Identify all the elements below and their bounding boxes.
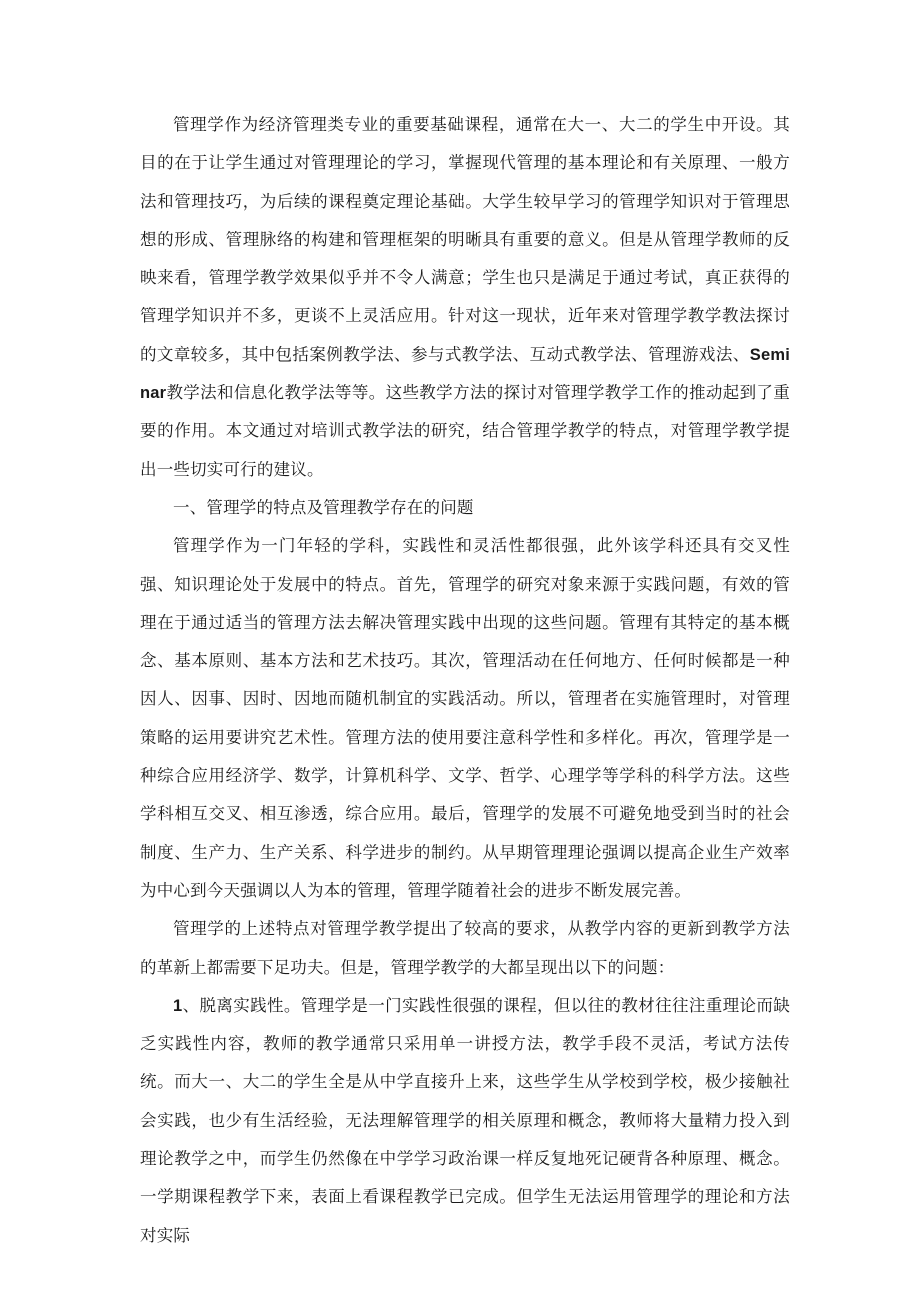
paragraph-characteristics [140, 527, 790, 910]
paragraph-problems-intro [140, 910, 790, 987]
paragraph-text: 管理学作为经济管理类专业的重要基础课程，通常在大一、大二的学生中开设。其目的在于让学生通过对管理理论的学习，掌握现代管理的基本理论和有关原理、一般方法和管理技巧，为后续的课程奠定理论基础。大学生较早学习的管理学知识对于管理思想的形成、管理脉络的构建和管理框架的明晰具有重要的意义。但是从管理学教师的反映来看，管理学教学效果似乎并不令人满意；学生也只是满足于通过考试，真正获得的管理学知识并不多，更谈不上灵活应用。针对这一现状，近年来对管理学教学教法探讨的文章较多，其中包括案例教学法、参与式教学法、互动式教学法、管理游戏法、 [140, 115, 790, 364]
paragraph-intro [140, 106, 790, 489]
document-page [140, 106, 790, 1255]
paragraph-text: 管理学作为一门年轻的学科，实践性和灵活性都很强，此外该学科还具有交叉性强、知识理论处于发展中的特点。首先，管理学的研究对象来源于实践问题，有效的管理在于通过适当的管理方法去解决管理实践中出现的这些问题。管理有其特定的基本概念、基本原则、基本方法和艺术技巧。其次，管理活动在任何地方、任何时候都是一种因人、因事、因时、因地而随机制宜的实践活动。所以，管理者在实施管理时，对管理策略的运用要讲究艺术性。管理方法的使用要注意科学性和多样化。再次，管理学是一种综合应用经济学、数学，计算机科学、文学、哲学、心理学等学科的科学方法。这些学科相互交叉、相互渗透，综合应用。最后，管理学的发展不可避免地受到当时的社会制度、生产力、生产关系、科学进步的制约。从早期管理理论强调以提高企业生产效率为中心到今天强调以人为本的管理，管理学随着社会的进步不断发展完善。 [140, 536, 790, 900]
paragraph-text: 教学法和信息化教学法等等。这些教学方法的探讨对管理学教学工作的推动起到了重要的作用。本文通过对培训式教学法的研究，结合管理学教学的特点，对管理学教学提出一些切实可行的建议。 [140, 383, 790, 479]
section-heading [140, 489, 790, 527]
seminar-term: Seminar [140, 345, 790, 403]
list-number: 1 [173, 996, 183, 1015]
section-heading-text: 一、管理学的特点及管理教学存在的问题 [173, 497, 474, 517]
paragraph-text: 管理学的上述特点对管理学教学提出了较高的要求，从教学内容的更新到教学方法的革新上都需要下足功夫。但是，管理学教学的大都呈现出以下的问题： [140, 919, 790, 977]
paragraph-problem-1 [140, 987, 790, 1255]
paragraph-text: 、脱离实践性。管理学是一门实践性很强的课程，但以往的教材往往注重理论而缺乏实践性内容，教师的教学通常只采用单一讲授方法，教学手段不灵活，考试方法传统。而大一、大二的学生全是从中学直接升上来，这些学生从学校到学校，极少接触社会实践，也少有生活经验，无法理解管理学的相关原理和概念，教师将大量精力投入到理论教学之中，而学生仍然像在中学学习政治课一样反复地死记硬背各种原理、概念。一学期课程教学下来，表面上看课程教学已完成。但学生无法运用管理学的理论和方法对实际 [140, 995, 790, 1245]
